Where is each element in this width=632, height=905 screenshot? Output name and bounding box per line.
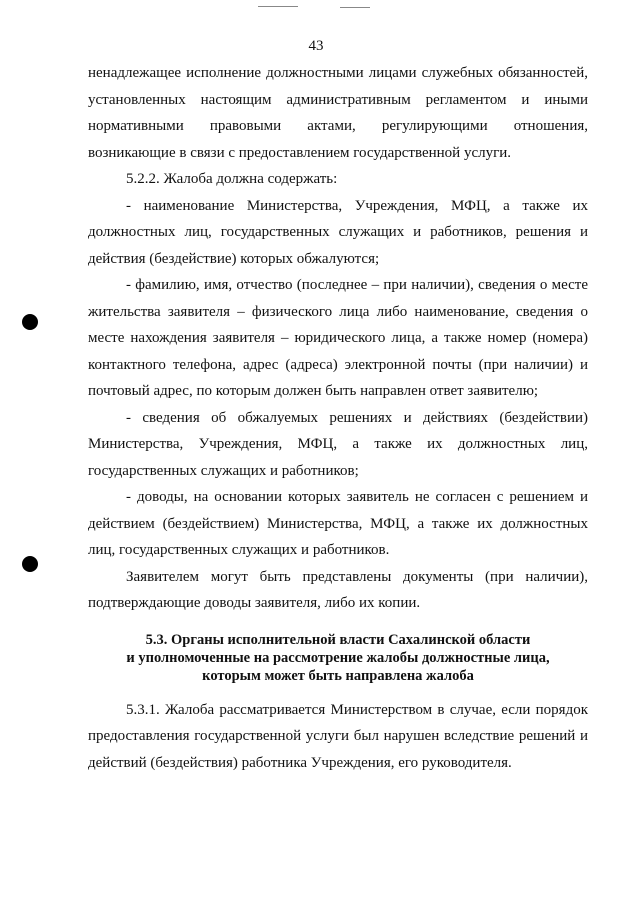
section-heading-line: которым может быть направлена жалоба bbox=[202, 667, 474, 684]
section-heading bbox=[88, 631, 588, 685]
paragraph: 5.2.2. Жалоба должна содержать: bbox=[126, 171, 338, 187]
scan-artifact bbox=[340, 7, 370, 8]
list-item: - наименование Министерства, Учреждения, МФЦ, а также их должностных лиц, государственных служащих и работников, решения и действия (бездействие) которых обжалуются; bbox=[88, 197, 588, 267]
section-heading-line: и уполномоченные на рассмотрение жалобы должностные лица, bbox=[126, 649, 550, 666]
punch-hole bbox=[22, 314, 38, 330]
paragraph: Заявителем могут быть представлены документы (при наличии), подтверждающие доводы заявителя, либо их копии. bbox=[88, 568, 588, 611]
section-heading-line: 5.3. Органы исполнительной власти Сахалинской области bbox=[145, 631, 531, 648]
body-text bbox=[88, 60, 588, 776]
list-item: - фамилию, имя, отчество (последнее – при наличии), сведения о месте жительства заявителя – физического лица либо наименование, сведения о месте нахождения заявителя – юридического лица, а также номер (номера) контактного телефона, адрес (адреса) электронной почты (при наличии) и почтовый адрес, по которым должен быть направлен ответ заявителю; bbox=[88, 277, 588, 399]
paragraph: 5.3.1. Жалоба рассматривается Министерством в случае, если порядок предоставления государственной услуги был нарушен вследствие решений и действий (бездействия) работника Учреждения, его руководителя. bbox=[88, 701, 588, 771]
scan-artifact bbox=[258, 6, 298, 7]
list-item: - сведения об обжалуемых решениях и действиях (бездействии) Министерства, Учреждения, МФЦ, а также их должностных лиц, государственных служащих и работников; bbox=[88, 409, 588, 479]
paragraph: ненадлежащее исполнение должностными лицами служебных обязанностей, установленных настоящим административным регламентом и иными нормативными правовыми актами, регулирующими отношения, возникающие в связи с предоставлением государственной услуги. bbox=[88, 65, 588, 161]
list-item: - доводы, на основании которых заявитель не согласен с решением и действием (бездействием) Министерства, МФЦ, а также их должностных лиц, государственных служащих и работников. bbox=[88, 489, 588, 558]
punch-hole bbox=[22, 556, 38, 572]
page-number: 43 bbox=[308, 38, 324, 54]
